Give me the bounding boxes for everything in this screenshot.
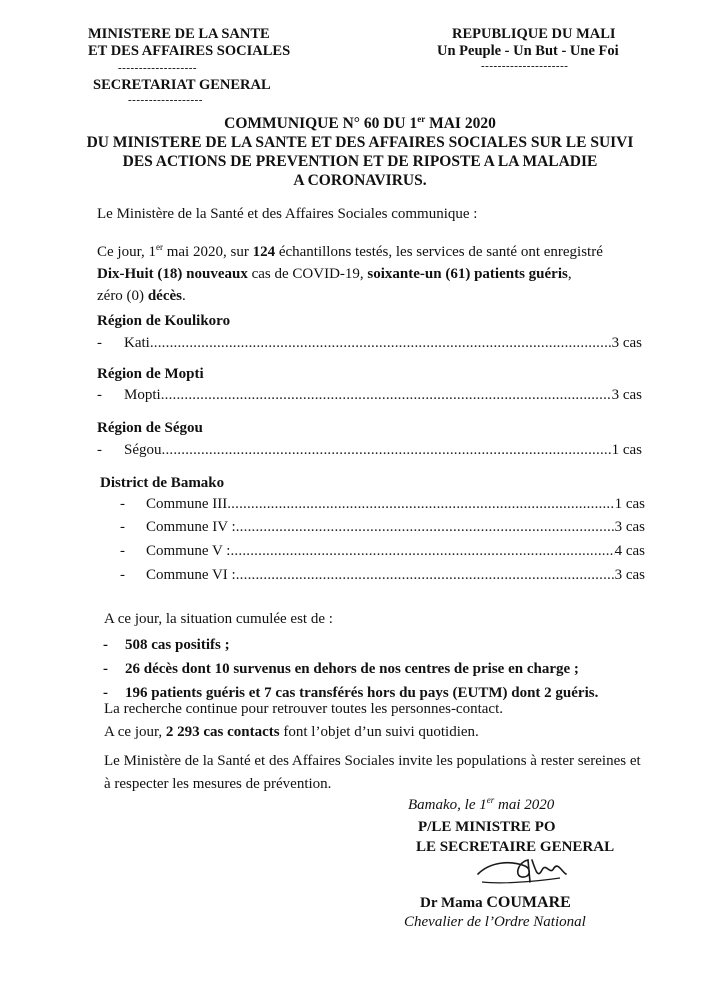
region-heading: Région de Mopti — [97, 366, 204, 382]
dot-leader — [227, 495, 614, 513]
place-date-post: mai 2020 — [494, 797, 555, 813]
list-bullet: - — [120, 496, 125, 512]
p1-h: , — [567, 266, 572, 282]
list-bullet: - — [120, 543, 125, 559]
research-note: La recherche continue pour retrouver toutes les personnes-contact. — [104, 701, 503, 717]
list-item — [120, 542, 645, 560]
republic-name: REPUBLIQUE DU MALI — [452, 26, 616, 42]
place-date-sup: er — [486, 795, 495, 805]
list-item — [97, 386, 642, 404]
header-ministry — [88, 26, 290, 61]
p1-b: mai 2020, sur — [162, 244, 253, 260]
signatory-distinction: Chevalier de l’Ordre National — [404, 914, 586, 930]
signatory-name — [420, 893, 571, 912]
region-heading: Région de Ségou — [97, 420, 203, 436]
p1-i: zéro (0) — [97, 288, 148, 304]
dot-leader — [161, 386, 612, 404]
p1-f: cas de COVID-19, — [247, 266, 368, 282]
dot-leader — [162, 441, 612, 459]
dot-leader — [230, 542, 614, 560]
cumulative-item — [103, 633, 598, 657]
list-item — [120, 495, 645, 513]
daily-report — [97, 236, 657, 307]
p1-k: . — [181, 288, 186, 304]
intro-text: Le Ministère de la Santé et des Affaires Sociales communique : — [97, 206, 478, 222]
locality-label: Commune IV : — [146, 519, 236, 535]
communique-title — [60, 110, 660, 190]
signatory-role2: LE SECRETAIRE GENERAL — [416, 839, 615, 855]
cumulative-text: 508 cas positifs ; — [125, 637, 230, 653]
ministry-line2: ET DES AFFAIRES SOCIALES — [88, 43, 291, 60]
p1-d: échantillons testés, les services de santé ont enregistré — [275, 244, 603, 260]
dot-leader — [150, 334, 612, 352]
list-bullet: - — [120, 519, 125, 535]
samples-count: 124 — [252, 244, 276, 260]
daily-report-line3 — [97, 285, 657, 307]
case-count: 3 cas — [614, 519, 645, 535]
title-line1-date: MAI 2020 — [425, 115, 496, 133]
signatory-first: Dr Mama — [420, 895, 487, 911]
case-count: 4 cas — [614, 543, 645, 559]
case-count: 1 cas — [614, 496, 645, 512]
ministry-separator: ------------------- — [118, 62, 198, 74]
title-line2: DU MINISTERE DE LA SANTE ET DES AFFAIRES SOCIALES SUR LE SUIVI — [86, 134, 634, 152]
locality-label: Kati — [124, 335, 150, 351]
title-line1 — [60, 110, 660, 133]
list-bullet: - — [103, 685, 108, 701]
cumulative-text: 26 décès dont 10 survenus en dehors de nos centres de prise en charge ; — [125, 661, 579, 677]
list-bullet: - — [120, 567, 125, 583]
secretariat-separator: ------------------ — [128, 94, 203, 106]
contacts-note — [104, 723, 479, 741]
recovered-count: soixante-un (61) patients guéris — [367, 266, 568, 282]
region-heading: District de Bamako — [100, 475, 225, 491]
case-count: 3 cas — [611, 387, 642, 403]
title-line3: DES ACTIONS DE PREVENTION ET DE RIPOSTE A LA MALADIE — [122, 153, 598, 171]
locality-label: Mopti — [124, 387, 161, 403]
daily-report-line1 — [97, 236, 657, 263]
region-heading: Région de Koulikoro — [97, 313, 231, 329]
dot-leader — [236, 518, 615, 536]
locality-label: Commune VI : — [146, 567, 236, 583]
closing-paragraph — [104, 750, 641, 796]
case-count: 3 cas — [614, 567, 645, 583]
locality-label: Ségou — [124, 442, 162, 458]
list-item — [120, 518, 645, 536]
case-count: 1 cas — [611, 442, 642, 458]
republic-separator: --------------------- — [481, 60, 569, 72]
cumulative-text: 196 patients guéris et 7 cas transférés hors du pays (EUTM) dont 2 guéris. — [125, 685, 599, 701]
list-bullet: - — [103, 637, 108, 653]
cumulative-list — [103, 633, 598, 705]
list-bullet: - — [97, 442, 102, 458]
place-date — [408, 795, 554, 814]
contacts-count: 2 293 cas contacts — [165, 724, 280, 740]
title-line1-sup: er — [417, 114, 426, 124]
handwritten-signature — [470, 852, 570, 892]
contacts-c: font l’objet d’un suivi quotidien. — [279, 724, 479, 740]
dot-leader — [236, 566, 615, 584]
locality-label: Commune III — [146, 496, 228, 512]
republic-motto: Un Peuple - Un But - Une Foi — [437, 43, 619, 59]
contacts-a: A ce jour, — [104, 724, 166, 740]
title-line1-text: COMMUNIQUE N° 60 DU 1 — [224, 115, 418, 133]
title-line4: A CORONAVIRUS. — [293, 172, 427, 190]
signatory-role1: P/LE MINISTRE PO — [418, 819, 556, 835]
daily-report-line2 — [97, 263, 657, 285]
closing-line1: Le Ministère de la Santé et des Affaires Sociales invite les populations à rester sereines et — [104, 753, 641, 769]
list-item — [120, 566, 645, 584]
signatory-last: COUMARE — [486, 894, 571, 911]
secretariat-general: SECRETARIAT GENERAL — [93, 77, 271, 93]
p1-sup: er — [155, 242, 163, 252]
closing-line2: à respecter les mesures de prévention. — [104, 776, 332, 792]
list-item — [97, 334, 642, 352]
locality-label: Commune V : — [146, 543, 231, 559]
list-item — [97, 441, 642, 459]
p1-a: Ce jour, 1 — [97, 244, 156, 260]
list-bullet: - — [103, 661, 108, 677]
deaths-label: décès — [147, 288, 182, 304]
ministry-line1: MINISTERE DE LA SANTE — [88, 26, 270, 42]
list-bullet: - — [97, 335, 102, 351]
cumulative-intro: A ce jour, la situation cumulée est de : — [104, 611, 333, 627]
list-bullet: - — [97, 387, 102, 403]
new-cases: Dix-Huit (18) nouveaux — [97, 266, 248, 282]
cumulative-item — [103, 657, 598, 681]
case-count: 3 cas — [611, 335, 642, 351]
place-date-pre: Bamako, le 1 — [408, 797, 487, 813]
